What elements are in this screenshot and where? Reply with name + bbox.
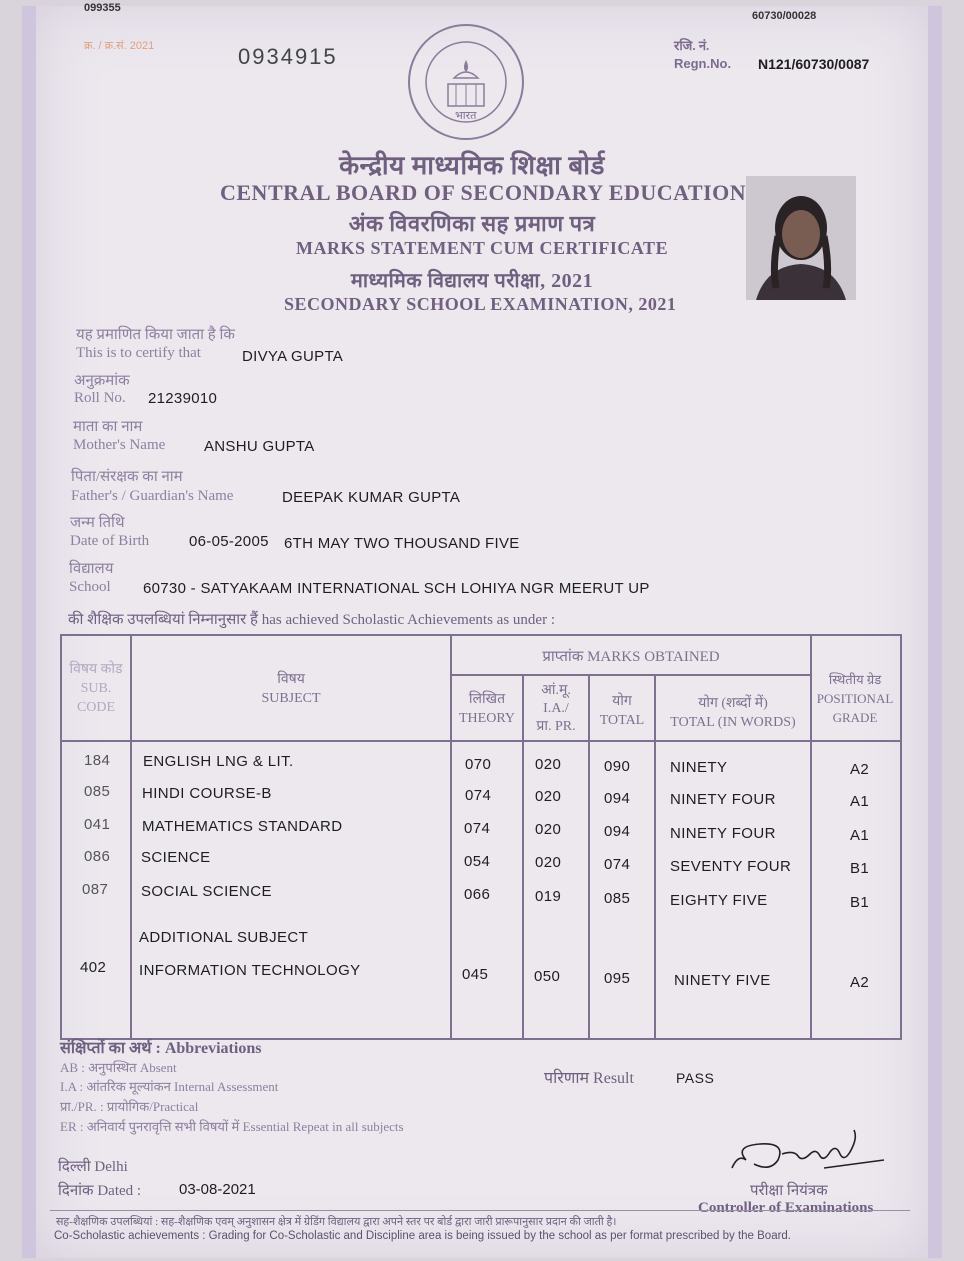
controller-hi: परीक्षा नियंत्रक <box>750 1183 828 1199</box>
th-words-hi: योग (शब्दों में) <box>698 696 768 711</box>
row-words: NINETY FOUR <box>670 825 776 842</box>
row-subject: ENGLISH LNG & LIT. <box>143 753 294 770</box>
dob-value: 06-05-2005 <box>189 533 269 550</box>
row-subject: SCIENCE <box>141 849 211 866</box>
father-label-en: Father's / Guardian's Name <box>71 488 234 504</box>
roll-label-en: Roll No. <box>74 390 126 406</box>
row-grade: A1 <box>850 793 870 810</box>
th-theory-hi: लिखित <box>468 692 506 707</box>
mother-name: ANSHU GUPTA <box>204 438 315 455</box>
dob-words: 6TH MAY TWO THOUSAND FIVE <box>284 535 520 552</box>
th-subject-en: SUBJECT <box>261 691 321 706</box>
th-theory <box>452 690 522 728</box>
certificate-number: 0934915 <box>238 44 338 69</box>
sr-no-hint: क्र. / क्र.सं. 2021 <box>84 40 155 52</box>
abbr-title: संक्षिप्तों का अर्थ : Abbreviations <box>60 1040 262 1057</box>
th-code <box>62 660 130 717</box>
th-grade-hi: स्थितीय ग्रेड <box>828 672 882 687</box>
row-ia: 020 <box>535 788 562 805</box>
th-ia <box>524 682 588 736</box>
additional-subject-label: ADDITIONAL SUBJECT <box>139 929 309 946</box>
footer-hi: सह-शैक्षणिक उपलब्धियां : सह-शैक्षणिक एवम् अनुशासन क्षेत्र में ग्रेडिंग विद्यालय द्वारा अपने स्तर पर बोर्ड द्वारा जारी प्रारूपानुसार प्रदान की जाती है। <box>56 1216 617 1228</box>
doc-title-en: MARKS STATEMENT CUM CERTIFICATE <box>296 238 669 258</box>
achieved-statement: की शैक्षिक उपलब्धियां निम्नानुसार हैं has achieved Scholastic Achievements as under : <box>68 612 555 628</box>
doc-title-hi: अंक विवरणिका सह प्रमाण पत्र <box>348 211 596 236</box>
th-theory-en: THEORY <box>459 711 515 726</box>
th-total-en: TOTAL <box>599 713 645 728</box>
school-label-hi: विद्यालय <box>69 561 114 577</box>
certify-label-hi: यह प्रमाणित किया जाता है कि <box>76 327 235 343</box>
th-words <box>656 694 810 732</box>
serial-top-left: 099355 <box>84 2 121 14</box>
th-grade-en-2: GRADE <box>832 710 878 725</box>
th-total <box>590 692 654 730</box>
th-grade <box>812 670 898 727</box>
abbr-ab: AB : अनुपस्थित Absent <box>60 1060 177 1075</box>
marks-group-rule <box>450 674 810 676</box>
father-name: DEEPAK KUMAR GUPTA <box>282 489 461 506</box>
result-label: परिणाम Result <box>544 1070 634 1087</box>
abbr-ia: I.A : आंतरिक मूल्यांकन Internal Assessment <box>60 1079 279 1094</box>
row-subject: HINDI COURSE-B <box>142 785 272 802</box>
row-theory: 045 <box>462 966 489 983</box>
student-photo <box>746 176 856 300</box>
th-code-en-2: CODE <box>76 700 116 715</box>
th-grade-en-1: POSITIONAL <box>816 691 894 706</box>
row-total: 074 <box>604 856 631 873</box>
board-title-hi: केन्द्रीय माध्यमिक शिक्षा बोर्ड <box>339 151 605 180</box>
abbr-er: ER : अनिवार्य पुनरावृत्ति सभी विषयों में Essential Repeat in all subjects <box>60 1119 404 1134</box>
row-theory: 054 <box>464 853 491 870</box>
seal-text: भारत <box>455 110 477 122</box>
dob-label-en: Date of Birth <box>70 533 150 549</box>
row-subject: MATHEMATICS STANDARD <box>142 818 343 835</box>
row-total: 095 <box>604 970 631 987</box>
dated-value: 03-08-2021 <box>179 1181 256 1198</box>
row-grade: B1 <box>850 894 870 911</box>
controller-signature <box>724 1124 894 1184</box>
father-label-hi: पिता/संरक्षक का नाम <box>71 469 183 485</box>
student-name: DIVYA GUPTA <box>242 348 344 365</box>
row-words: NINETY FOUR <box>670 791 776 808</box>
th-marks-group: प्राप्तांक MARKS OBTAINED <box>542 649 720 665</box>
mother-label-en: Mother's Name <box>73 437 166 453</box>
school-label-en: School <box>69 579 111 595</box>
th-ia-hi: आं.मू. <box>541 683 571 698</box>
controller-en: Controller of Examinations <box>698 1200 874 1216</box>
row-words: NINETY <box>670 759 728 776</box>
row-total: 090 <box>604 758 631 775</box>
row-theory: 074 <box>465 787 492 804</box>
row-words: SEVENTY FOUR <box>670 858 792 875</box>
row-subject: SOCIAL SCIENCE <box>141 883 272 900</box>
row-code: 402 <box>80 959 107 976</box>
mother-label-hi: माता का नाम <box>73 419 143 435</box>
row-code: 085 <box>84 783 111 800</box>
school-name: 60730 - SATYAKAAM INTERNATIONAL SCH LOHIYA NGR MEERUT UP <box>143 580 650 597</box>
th-code-hi: विषय कोड <box>69 662 123 677</box>
footer-rule <box>50 1210 910 1211</box>
table-header-rule <box>60 740 900 742</box>
th-subject-hi: विषय <box>277 672 305 687</box>
row-words: NINETY FIVE <box>674 972 771 989</box>
regn-label-en: Regn.No. <box>674 56 732 71</box>
row-code: 086 <box>84 848 111 865</box>
row-total: 094 <box>604 823 631 840</box>
footer-en: Co-Scholastic achievements : Grading for Co-Scholastic and Discipline area is being issued by the school as per format prescribed by the Board. <box>54 1230 792 1242</box>
row-theory: 074 <box>464 820 491 837</box>
th-subject <box>132 670 450 708</box>
th-ia-pr: प्रा. PR. <box>536 719 576 734</box>
row-grade: B1 <box>850 860 870 877</box>
board-title-en: CENTRAL BOARD OF SECONDARY EDUCATION <box>220 180 747 205</box>
row-ia: 050 <box>534 968 561 985</box>
th-ia-en: I.A./ <box>543 701 569 716</box>
dob-label-hi: जन्म तिथि <box>70 515 125 531</box>
row-theory: 066 <box>464 886 491 903</box>
exam-title-hi: माध्यमिक विद्यालय परीक्षा, 2021 <box>350 270 594 292</box>
row-ia: 020 <box>535 821 562 838</box>
row-grade: A2 <box>850 974 870 991</box>
serial-top-right: 60730/00028 <box>752 10 817 22</box>
row-subject: INFORMATION TECHNOLOGY <box>139 962 361 979</box>
dated-label: दिनांक Dated : <box>58 1183 142 1199</box>
row-total: 094 <box>604 790 631 807</box>
row-code: 041 <box>84 816 111 833</box>
row-code: 184 <box>84 752 111 769</box>
certify-label-en: This is to certify that <box>76 345 201 361</box>
abbr-pr: प्रा./PR. : प्रायोगिक/Practical <box>60 1099 199 1114</box>
roll-number: 21239010 <box>148 390 218 407</box>
row-ia: 019 <box>535 888 562 905</box>
place: दिल्ली Delhi <box>58 1159 128 1175</box>
row-ia: 020 <box>535 854 562 871</box>
th-code-en-1: SUB. <box>80 681 112 696</box>
result-value: PASS <box>676 1070 715 1086</box>
row-grade: A2 <box>850 761 870 778</box>
th-total-hi: योग <box>612 694 632 709</box>
row-ia: 020 <box>535 756 562 773</box>
row-words: EIGHTY FIVE <box>670 892 768 909</box>
row-theory: 070 <box>465 756 492 773</box>
regn-label-hi: रजि. नं. <box>674 38 710 53</box>
regn-number: N121/60730/0087 <box>758 56 870 72</box>
exam-title-en: SECONDARY SCHOOL EXAMINATION, 2021 <box>284 294 677 314</box>
th-words-en: TOTAL (IN WORDS) <box>670 715 796 730</box>
roll-label-hi: अनुक्रमांक <box>74 373 130 389</box>
row-grade: A1 <box>850 827 870 844</box>
row-code: 087 <box>82 881 109 898</box>
row-total: 085 <box>604 890 631 907</box>
